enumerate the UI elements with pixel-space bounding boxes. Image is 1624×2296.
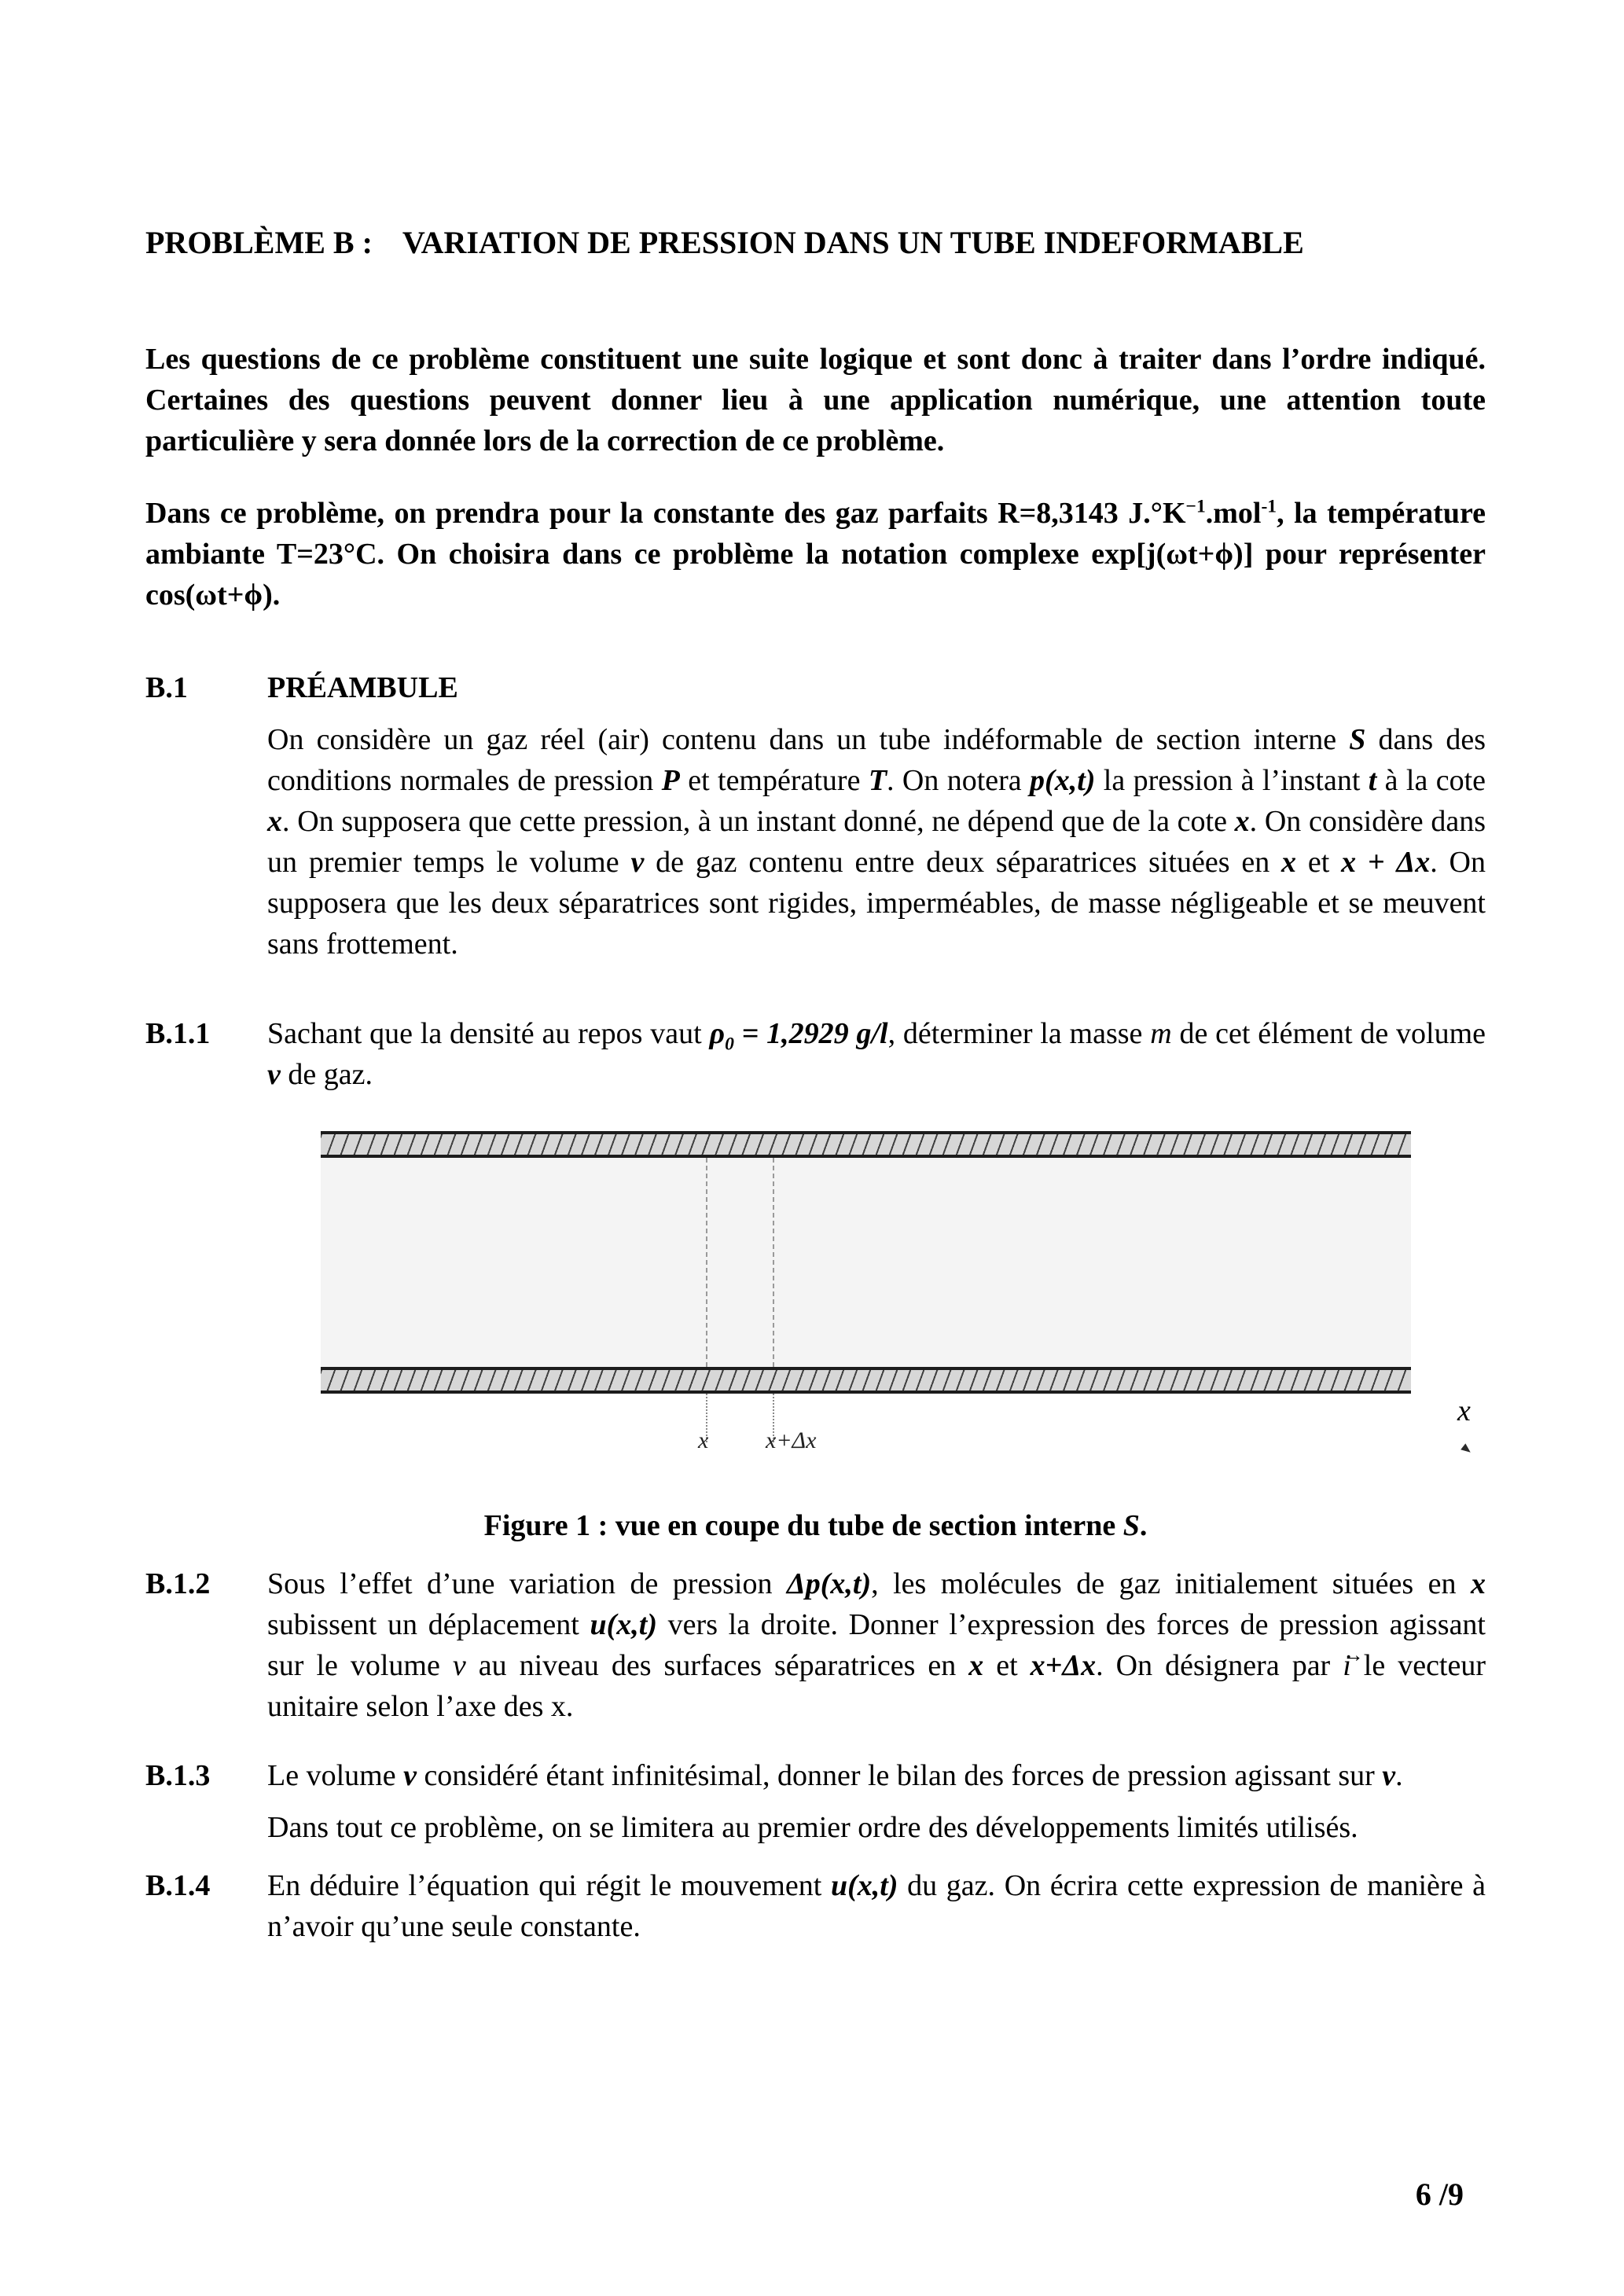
question-b12-number: B.1.2 [145, 1567, 211, 1600]
question-b11 [145, 1013, 1486, 1095]
tube-wall-bottom [321, 1367, 1411, 1394]
preamble-label-spacer [145, 719, 267, 964]
question-b13 [145, 1755, 1486, 1848]
figure-1-caption: Figure 1 : vue en coupe du tube de section interne S. [483, 1509, 1148, 1542]
problem-label: PROBLÈME B : [145, 225, 373, 260]
tube-wall-top [321, 1131, 1411, 1158]
question-b11-text: Sachant que la densité au repos vaut $\rho_0 = 1,2929$ g/l, déterminer la masse m de cet élément de volume v de gaz. [267, 1017, 1486, 1091]
problem-title-text: VARIATION DE PRESSION DANS UN TUBE INDEFORMABLE [402, 225, 1304, 260]
question-b14-number: B.1.4 [145, 1869, 211, 1902]
separator-line-x-dx [773, 1158, 774, 1367]
section-heading-b1 [145, 667, 1486, 708]
preamble-text: On considère un gaz réel (air) contenu dans un tube indéformable de section interne S dans des conditions normales de pression P et température T. On notera p(x,t) la pression à l’instant t à la cote x. On supposera que cette pression, à un instant donné, ne dépend que de la cote x. On considère dans un premier temps le volume v de gaz contenu entre deux séparatrices situées en x et x + Δx. On supposera que les deux séparatrices sont rigides, imperméables, de masse négligeable et se meuvent sans frottement. [267, 723, 1486, 961]
preamble-block [145, 719, 1486, 964]
axis-arrow-icon [1460, 1443, 1473, 1455]
question-b12 [145, 1563, 1486, 1727]
question-b13-number: B.1.3 [145, 1759, 211, 1792]
figure-label-x-dx: x+Δx [766, 1427, 817, 1453]
figure-label-x: x [698, 1427, 709, 1453]
figure-1-tube-diagram [321, 1131, 1471, 1472]
question-b13-text [267, 1755, 1486, 1848]
page-title [145, 222, 1486, 263]
intro-paragraph-2: Dans ce problème, on prendra pour la constante des gaz parfaits R=8,3143 $J.^\circ K^{-1}.mol^{-1}$, la température ambiante T=23°C. On choisira dans ce problème la notation complexe exp[j(ωt+ϕ)] pour représenter cos(ωt+ϕ). [145, 496, 1486, 612]
question-b14-text: En déduire l’équation qui régit le mouvement u(x,t) du gaz. On écrira cette expression de manière à n’avoir qu’une seule constante. [267, 1869, 1486, 1943]
page-content [145, 0, 1486, 1947]
separator-line-x [706, 1158, 707, 1367]
first-order-note: Dans tout ce problème, on se limitera au premier ordre des développements limités utilisés. [267, 1811, 1358, 1844]
intro-paragraph-1: Les questions de ce problème constituent une suite logique et sont donc à traiter dans l’ordre indiqué. Certaines des questions peuvent donner lieu à une application numérique, une attention toute particulière y sera donnée lors de la correction de ce problème. [145, 343, 1486, 457]
question-b11-number: B.1.1 [145, 1017, 211, 1050]
question-b14 [145, 1865, 1486, 1947]
question-b12-text: Sous l’effet d’une variation de pression Δp(x,t), les molécules de gaz initialement situées en x subissent un déplacement u(x,t) vers la droite. Donner l’expression des forces de pression agissant sur le volume v au niveau des surfaces séparatrices en x et x+Δx. On désignera par i → le vecteur unitaire selon l’axe des x. [267, 1563, 1486, 1727]
page-number: 6 /9 [1415, 2177, 1464, 2212]
section-title: PRÉAMBULE [267, 671, 458, 704]
axis-label-x: x [1457, 1394, 1471, 1427]
question-b13-statement: Le volume v considéré étant infinitésimal, donner le bilan des forces de pression agissant sur v. [267, 1759, 1403, 1792]
tube-interior [321, 1158, 1411, 1367]
section-number: B.1 [145, 671, 188, 704]
